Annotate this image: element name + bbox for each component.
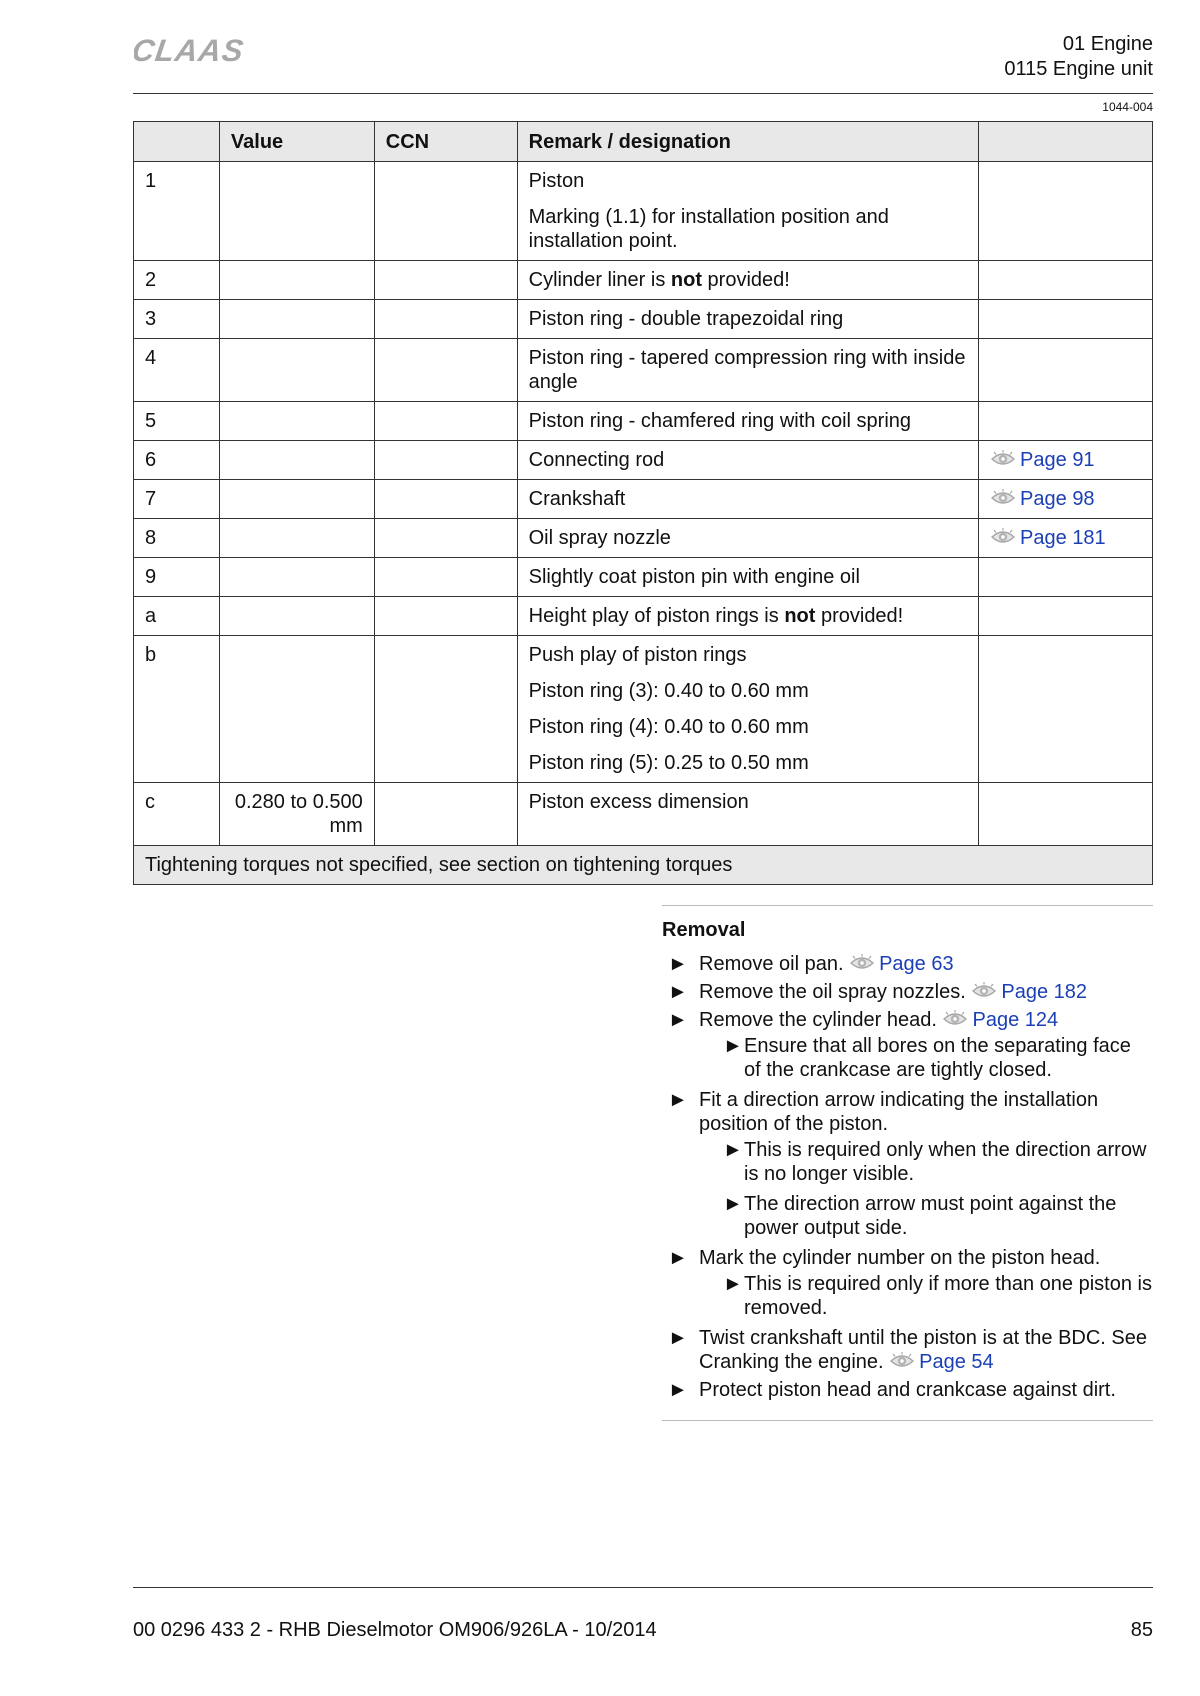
ref-cell (979, 300, 1153, 339)
value-cell (219, 519, 374, 558)
ccn-cell (374, 402, 517, 441)
triangle-bullet-icon: ► (668, 1089, 688, 1111)
remark-cell (517, 300, 978, 339)
table-row (134, 339, 1153, 402)
ref-cell (979, 441, 1153, 480)
remark-line: Slightly coat piston pin with engine oil (528, 566, 860, 588)
table-row (134, 636, 1153, 783)
eye-icon (889, 1352, 915, 1370)
remark-cell (517, 783, 978, 846)
figure-reference: 1044-004 (1102, 100, 1153, 114)
value-cell (219, 480, 374, 519)
value-cell (219, 162, 374, 261)
removal-step (662, 1246, 1153, 1320)
triangle-bullet-icon: ► (668, 1009, 688, 1031)
step-text: Twist crankshaft until the piston is at the BDC. See Cranking the engine. (699, 1327, 1147, 1373)
ref-cell (979, 339, 1153, 402)
remark-line: Oil spray nozzle (528, 527, 671, 549)
value-cell (219, 300, 374, 339)
header-remark: Remark / designation (517, 122, 978, 162)
sub-step: ► The direction arrow must point against the power output side. (723, 1193, 1117, 1239)
triangle-bullet-icon: ► (668, 1379, 688, 1401)
triangle-bullet-icon: ► (723, 1193, 743, 1215)
pos-cell: 4 (134, 339, 220, 402)
eye-icon (971, 982, 997, 1000)
sub-step: ► Ensure that all bores on the separating face of the crankcase are tightly closed. (723, 1035, 1131, 1081)
ccn-cell (374, 300, 517, 339)
triangle-bullet-icon: ► (723, 1139, 743, 1161)
sub-step: ► This is required only if more than one piston is removed. (723, 1273, 1152, 1319)
remark-cell (517, 519, 978, 558)
table-row (134, 480, 1153, 519)
page-link-text[interactable]: Page 182 (1001, 981, 1087, 1003)
table-header-row (134, 122, 1153, 162)
removal-step (662, 1088, 1153, 1240)
remark-line: Connecting rod (528, 449, 665, 471)
table-row (134, 402, 1153, 441)
removal-steps (662, 952, 1153, 1402)
claas-logo (134, 37, 284, 65)
table-row (134, 519, 1153, 558)
table-row (134, 558, 1153, 597)
eye-icon (942, 1010, 968, 1028)
triangle-bullet-icon: ► (668, 981, 688, 1003)
eye-icon (990, 489, 1016, 507)
section-title: 0115 Engine unit (1004, 58, 1153, 80)
remark-cell (517, 402, 978, 441)
removal-step (662, 1008, 1153, 1082)
eye-icon (990, 450, 1016, 468)
logo-text: CLAAS (134, 37, 247, 65)
ccn-cell (374, 441, 517, 480)
removal-step (662, 952, 1153, 976)
pos-cell: 1 (134, 162, 220, 261)
remark-cell (517, 597, 978, 636)
value-cell (219, 597, 374, 636)
value-cell (219, 261, 374, 300)
pos-cell: 5 (134, 402, 220, 441)
remark-line: Piston ring (4): 0.40 to 0.60 mm (528, 716, 809, 738)
remark-cell (517, 162, 978, 261)
table-row (134, 783, 1153, 846)
ref-cell (979, 558, 1153, 597)
table-row (134, 597, 1153, 636)
value-cell (219, 783, 374, 846)
pos-cell: 2 (134, 261, 220, 300)
pos-cell: a (134, 597, 220, 636)
page-link-text[interactable]: Page 98 (1020, 488, 1095, 510)
remark-line: Push play of piston rings (528, 644, 747, 666)
triangle-bullet-icon: ► (668, 1247, 688, 1269)
remark-line: Piston (528, 170, 585, 192)
table-footer-row (134, 846, 1153, 885)
removal-step (662, 1326, 1153, 1374)
sub-step: ► This is required only when the direction arrow is no longer visible. (723, 1139, 1147, 1185)
triangle-bullet-icon: ► (723, 1035, 743, 1057)
ref-cell (979, 519, 1153, 558)
sub-steps (699, 1138, 1153, 1240)
value-text: 0.280 to 0.500 mm (234, 791, 363, 837)
page-link[interactable] (990, 527, 1106, 549)
running-header (1004, 32, 1153, 82)
step-text: Protect piston head and crankcase against dirt. (699, 1379, 1116, 1401)
pos-cell: 6 (134, 441, 220, 480)
remark-line: Piston ring (5): 0.25 to 0.50 mm (528, 752, 809, 774)
step-text: Mark the cylinder number on the piston head. (699, 1247, 1101, 1269)
page-link[interactable] (942, 1009, 1058, 1031)
pos-cell: 3 (134, 300, 220, 339)
page-link[interactable] (971, 981, 1087, 1003)
sub-steps (699, 1034, 1153, 1082)
header-value: Value (219, 122, 374, 162)
ref-cell (979, 636, 1153, 783)
remark-line: Marking (1.1) for installation position and installation point. (528, 206, 889, 252)
value-cell (219, 402, 374, 441)
specification-table (133, 121, 1153, 885)
remark-cell (517, 636, 978, 783)
ccn-cell (374, 519, 517, 558)
table-row (134, 162, 1153, 261)
ccn-cell (374, 339, 517, 402)
document-id: 00 0296 433 2 - RHB Dieselmotor OM906/926LA - 10/2014 (133, 1619, 657, 1641)
remark-line: Crankshaft (528, 488, 626, 510)
remark-cell (517, 558, 978, 597)
removal-section (662, 905, 1153, 1421)
ref-cell (979, 597, 1153, 636)
value-cell (219, 636, 374, 783)
page-link[interactable] (990, 449, 1095, 471)
ccn-cell (374, 480, 517, 519)
remark-line: Piston excess dimension (528, 791, 749, 813)
pos-cell: 9 (134, 558, 220, 597)
header-ref (979, 122, 1153, 162)
removal-step (662, 1378, 1153, 1402)
step-text: Fit a direction arrow indicating the installation position of the piston. (699, 1089, 1099, 1135)
eye-icon (849, 954, 875, 972)
remark-line: Piston ring (3): 0.40 to 0.60 mm (528, 680, 809, 702)
pos-cell: b (134, 636, 220, 783)
ccn-cell (374, 597, 517, 636)
remark-line: Height play of piston rings is not provided! (528, 605, 904, 627)
triangle-bullet-icon: ► (723, 1273, 743, 1295)
triangle-bullet-icon: ► (668, 1327, 688, 1349)
triangle-bullet-icon: ► (668, 953, 688, 975)
value-cell (219, 441, 374, 480)
remark-line: Cylinder liner is not provided! (528, 269, 790, 291)
sub-steps (699, 1272, 1153, 1320)
header-ccn: CCN (374, 122, 517, 162)
header-divider (133, 93, 1153, 94)
ref-cell (979, 783, 1153, 846)
remark-cell (517, 339, 978, 402)
ref-cell (979, 261, 1153, 300)
step-text: Remove the cylinder head. (699, 1009, 937, 1031)
remark-cell (517, 480, 978, 519)
ref-cell (979, 162, 1153, 261)
page-link-text[interactable]: Page 181 (1020, 527, 1106, 549)
header-pos (134, 122, 220, 162)
step-text: Remove the oil spray nozzles. (699, 981, 966, 1003)
pos-cell: 7 (134, 480, 220, 519)
ccn-cell (374, 636, 517, 783)
footer-divider (133, 1587, 1153, 1588)
page-link-text[interactable]: Page 54 (919, 1351, 994, 1373)
page-link-text[interactable]: Page 63 (879, 953, 954, 975)
page-link-text[interactable]: Page 124 (972, 1009, 1059, 1031)
page-link-text[interactable]: Page 91 (1020, 449, 1095, 471)
table-row (134, 441, 1153, 480)
removal-step (662, 980, 1153, 1004)
ccn-cell (374, 783, 517, 846)
page-link[interactable] (889, 1351, 994, 1373)
ccn-cell (374, 162, 517, 261)
remark-line: Piston ring - double trapezoidal ring (528, 308, 844, 330)
value-cell (219, 558, 374, 597)
page-link[interactable] (990, 488, 1095, 510)
remark-line: Piston ring - chamfered ring with coil spring (528, 410, 912, 432)
table-footer-note: Tightening torques not specified, see section on tightening torques (134, 846, 1153, 885)
ref-cell (979, 480, 1153, 519)
remark-cell (517, 441, 978, 480)
chapter-title: 01 Engine (1062, 33, 1153, 55)
removal-title: Removal (662, 919, 746, 941)
pos-cell: c (134, 783, 220, 846)
eye-icon (990, 528, 1016, 546)
remark-line: Piston ring - tapered compression ring with inside angle (528, 347, 966, 393)
page-number: 85 (1130, 1619, 1153, 1641)
table-row (134, 300, 1153, 339)
ref-cell (979, 402, 1153, 441)
table-row (134, 261, 1153, 300)
remark-cell (517, 261, 978, 300)
pos-cell: 8 (134, 519, 220, 558)
step-text: Remove oil pan. (699, 953, 844, 975)
ccn-cell (374, 558, 517, 597)
value-cell (219, 339, 374, 402)
ccn-cell (374, 261, 517, 300)
page-link[interactable] (849, 953, 954, 975)
